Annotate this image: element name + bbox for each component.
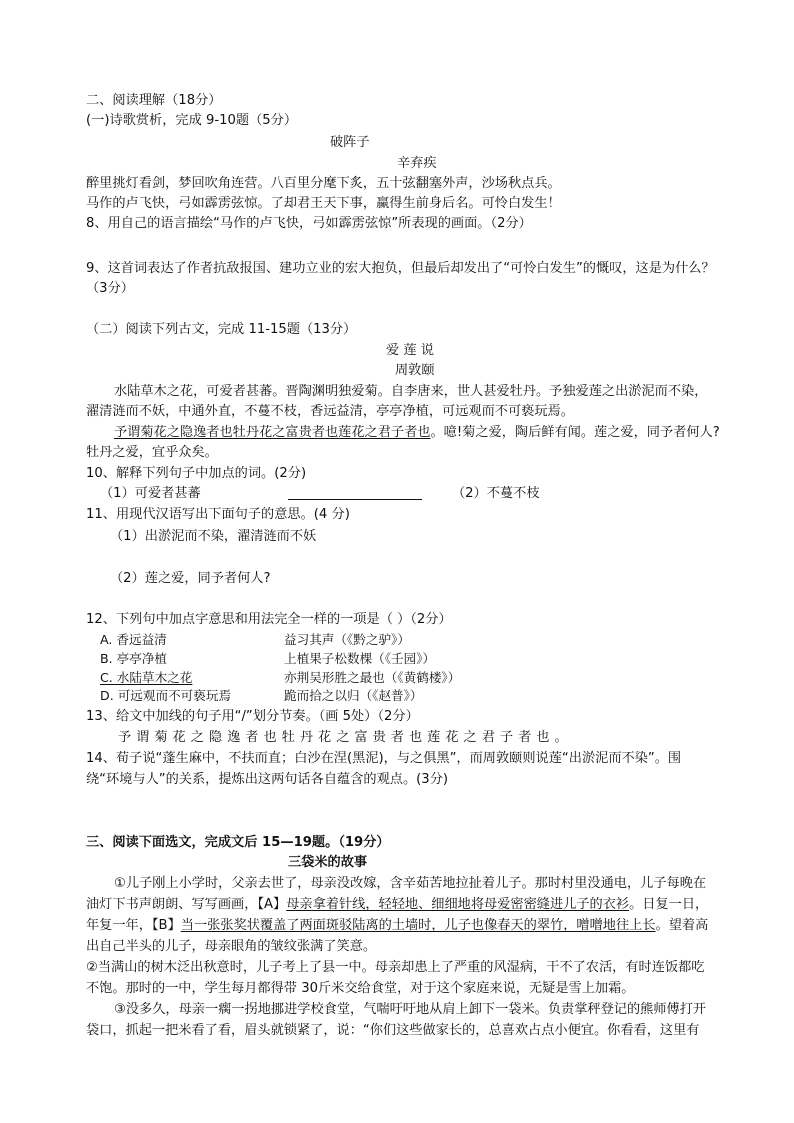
question-8: 8、用自己的语言描绘“马作的卢飞快，弓如霹雳弦惊”所表现的画面。（2分） — [86, 216, 532, 231]
question-10: 10、解释下列句子中加点的词。(2分) — [86, 466, 307, 481]
story-p1-line-2: 油灯下书声朗朗、写写画画，【A】母亲拿着针线，轻轻地、细细地将母爱密密缝进儿子的衣衫。日复一日， — [86, 897, 709, 912]
classical-para-2-rest: 。噫!菊之爱，陶后鲜有闻。莲之爱，同予者何人? — [430, 425, 720, 440]
option-a-right: 益习其声（《黔之驴》） — [284, 632, 410, 647]
classical-section-heading: （二）阅读下列古文，完成 11-15题（13分） — [86, 322, 357, 337]
classical-para-2-line-2: 牡丹之爱，宜乎众矣。 — [86, 445, 218, 460]
option-b-left: B. 亭亭净植 — [100, 651, 168, 666]
option-c-right: 亦荆吴形胜之最也（《黄鹤楼》） — [284, 670, 461, 685]
classical-para-1-line-2: 濯清涟而不妖，中通外直，不蔓不枝，香远益清，亭亭净植，可远观而不可亵玩焉。 — [86, 404, 574, 419]
classical-para-2-line-1 — [114, 425, 720, 441]
underlined-phrase-b: 当一张张奖状覆盖了两面斑驳陆离的土墙时，儿子也像春天的翠竹，噌噌地往上长 — [180, 918, 656, 933]
poem-line-2: 马作的卢飞快，弓如霹雳弦惊。了却君王天下事，赢得生前身后名。可怜白发生！ — [86, 196, 561, 211]
option-b-right: 上植果子松数棵（《壬园》） — [284, 651, 436, 666]
question-11-item-1: （1）出淤泥而不染，濯清涟而不妖 — [110, 529, 317, 544]
option-c-left: C. 水陆草木之花 — [100, 670, 193, 685]
story-title: 三袋米的故事 — [288, 855, 368, 870]
question-11-item-2: （2）莲之爱，同予者何人? — [110, 571, 271, 586]
story-p2-line-1: ②当满山的树木泛出秋意时，儿子考上了县一中。母亲却患上了严重的风湿病，干不了农活，有时连饭都吃 — [86, 960, 705, 975]
option-a-left: A. 香远益清 — [100, 632, 167, 647]
story-p2-line-2: 不饱。那时的一中，学生每月都得带 30斤米交给食堂，对于这个家庭来说，无疑是雪上加霜。 — [86, 981, 635, 996]
story-p3-line-2: 袋口，抓起一把米看了看，眉头就锁紧了，说：“你们这些做家长的，总喜欢占点小便宜。你看看，这里有 — [86, 1023, 700, 1038]
question-14-line-2: 绕“环境与人”的关系，提炼出这两句话各自蕴含的观点。(3分) — [86, 772, 449, 787]
question-13: 13、给文中加线的句子用“/”划分节奏。（画 5处）（2分） — [86, 709, 419, 724]
marker-b: 【B】 — [151, 918, 181, 933]
option-d-right: 跪而拾之以归（《赵普》） — [284, 688, 423, 703]
poem-author: 辛弃疾 — [397, 156, 437, 171]
poem-section-heading: (一)诗歌赏析，完成 9-10题（5分） — [86, 113, 298, 128]
marker-a: 【A】 — [257, 897, 287, 912]
story-p1-line-4: 出自己半头的儿子，母亲眼角的皱纹张满了笑意。 — [86, 939, 377, 954]
classical-title: 爱 莲 说 — [386, 343, 434, 358]
question-10-item-1: （1）可爱者甚蕃 — [100, 486, 201, 501]
story-p1-line-1: ①儿子刚上小学时，父亲去世了，母亲没改嫁，含辛茹苦地拉扯着儿子。那时村里没通电，儿子每晚在 — [114, 876, 707, 891]
classical-para-1-line-1: 水陆草木之花，可爱者甚蕃。晋陶渊明独爱菊。自李唐来，世人甚爱牡丹。予独爱莲之出淤泥而不染， — [114, 384, 708, 399]
question-9-line-2: （3分） — [86, 281, 134, 296]
answer-blank[interactable] — [288, 487, 422, 500]
classical-author: 周敦颐 — [395, 363, 435, 378]
underlined-phrase-a: 母亲拿着针线，轻轻地、细细地将母爱密密缝进儿子的衣衫 — [286, 897, 630, 912]
option-d-left: D. 可远观而不可亵玩焉 — [100, 688, 232, 703]
section-heading-story: 三、阅读下面选文，完成文后 15—19题。（19分） — [86, 835, 390, 850]
question-14-line-1: 14、荀子说“蓬生麻中，不扶而直；白沙在涅(黑泥)，与之俱黑”，而周敦颐则说莲“出淤泥而不染”。围 — [86, 751, 682, 766]
poem-title: 破阵子 — [330, 135, 370, 150]
poem-line-1: 醉里挑灯看剑，梦回吹角连营。八百里分麾下炙，五十弦翻塞外声，沙场秋点兵。 — [86, 176, 561, 191]
section-heading-reading: 二、阅读理解（18分） — [86, 93, 222, 108]
underlined-sentence: 予谓菊花之隐逸者也牡丹花之富贵者也莲花之君子者也 — [114, 425, 431, 440]
question-13-sentence: 予谓菊花之隐逸者也牡丹花之富贵者也莲花之君子者也。 — [118, 730, 573, 745]
question-9-line-1: 9、这首词表达了作者抗敌报国、建功立业的宏大抱负，但最后却发出了“可怜白发生”的慨叹，这是为什么？ — [86, 261, 715, 276]
question-10-item-2: （2）不蔓不枝 — [452, 486, 540, 501]
question-11: 11、用现代汉语写出下面句子的意思。(4 分) — [86, 507, 350, 522]
story-p1-line-3: 年复一年，【B】当一张张奖状覆盖了两面斑驳陆离的土墙时，儿子也像春天的翠竹，噌噌地往上长。望着高 — [86, 918, 709, 933]
question-12: 12、下列句中加点字意思和用法完全一样的一项是（ ）（2分） — [86, 612, 452, 627]
story-p3-line-1: ③没多久，母亲一瘸一拐地挪进学校食堂，气喘吁吁地从肩上卸下一袋米。负责掌秤登记的熊师傅打开 — [114, 1002, 707, 1017]
